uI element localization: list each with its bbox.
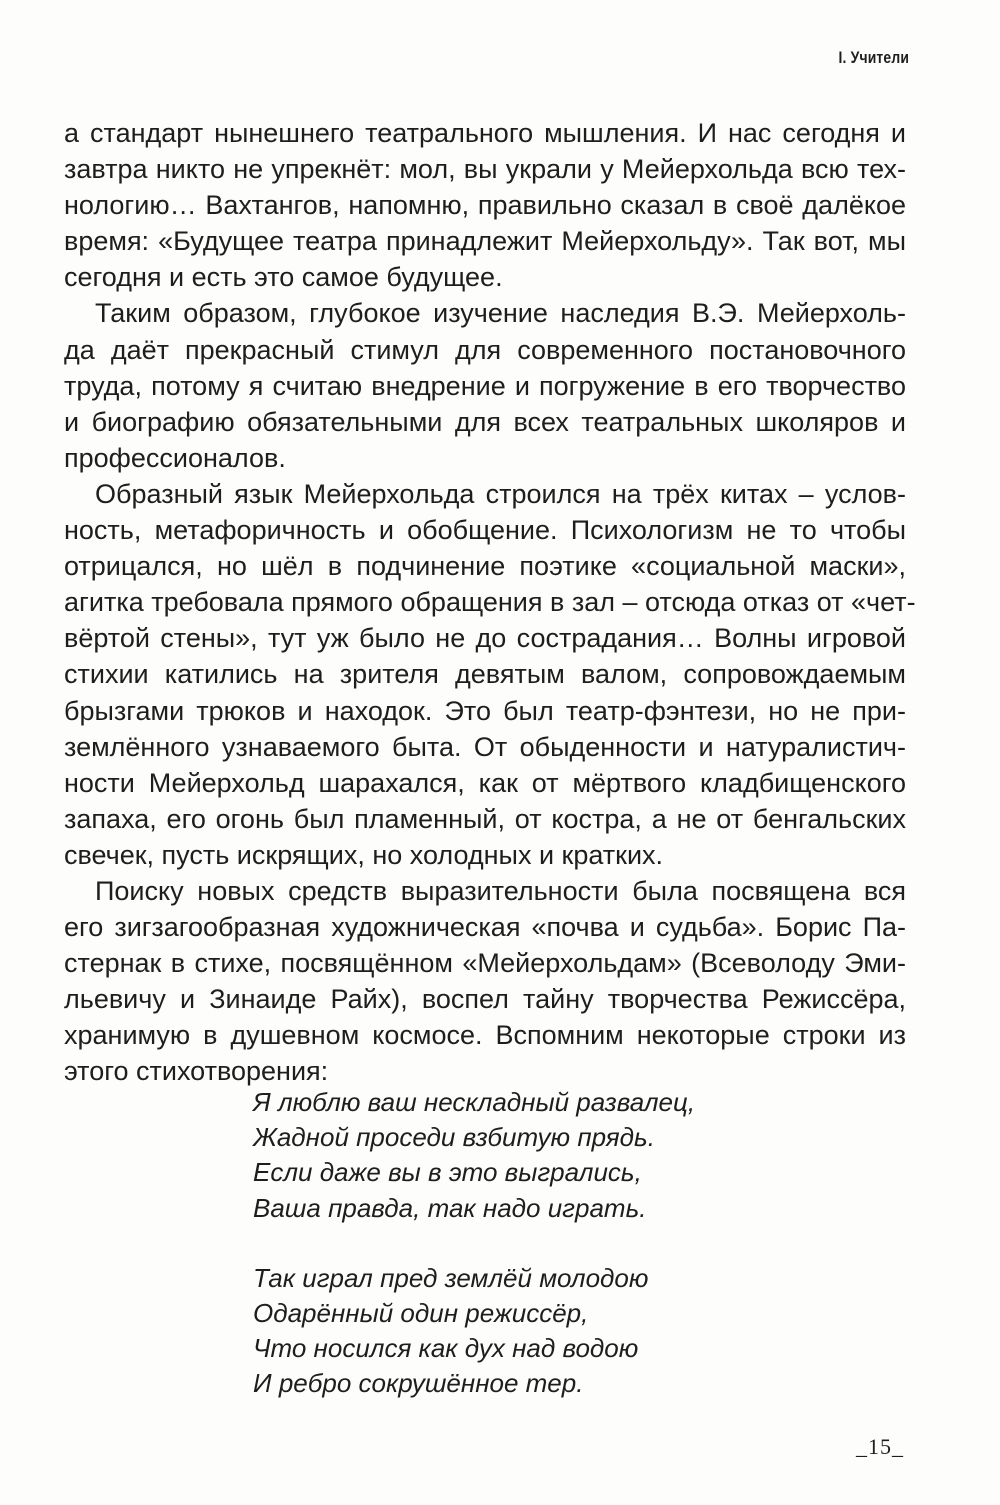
text-line: ность, метафоричность и обобщение. Психологизм не то чтобы: [64, 515, 906, 546]
text-line: вёртой стены», тут уж было не до сострадания… Волны игровой: [64, 623, 906, 654]
poem-line: Так играл пред землёй молодою: [253, 1262, 649, 1293]
text-line: профессионалов.: [64, 442, 286, 473]
text-line: да даёт прекрасный стимул для современного постановочного: [64, 334, 906, 365]
text-line: труда, потому я считаю внедрение и погружение в его творчество: [64, 370, 906, 401]
text-line: нологию… Вахтангов, напомню, правильно сказал в своё далёкое: [64, 190, 906, 221]
text-line: стернак в стихе, посвящённом «Мейерхольдам» (Всеволоду Эми-: [64, 948, 906, 979]
text-line: хранимую в душевном космосе. Вспомним некоторые строки из: [64, 1020, 906, 1051]
text-line: время: «Будущее театра принадлежит Мейерхольду». Так вот, мы: [64, 226, 906, 257]
text-line: а стандарт нынешнего театрального мышления. И нас сегодня и: [64, 118, 906, 148]
text-line: завтра никто не упрекнёт: мол, вы украли у Мейерхольда всю тех-: [64, 154, 906, 185]
running-header: I. Учители: [838, 48, 909, 67]
poem-stanza: [253, 1261, 695, 1402]
text-line: этого стихотворения:: [64, 1056, 329, 1087]
poem-stanza: [253, 1085, 695, 1226]
text-line: Образный язык Мейерхольда строился на трёх китах – услов-: [95, 478, 906, 509]
paragraph: [64, 476, 916, 873]
poem-line: Одарённый один режиссёр,: [253, 1298, 589, 1329]
text-line: агитка требовала прямого обращения в зал – отсюда отказ от «чет-: [64, 587, 916, 618]
text-line: льевичу и Зинаиде Райх), воспел тайну творчества Режиссёра,: [64, 984, 906, 1015]
text-line: ности Мейерхольд шарахался, как от мёртвого кладбищенского: [64, 767, 906, 798]
poem-line: Жадной проседи взбитую прядь.: [253, 1122, 655, 1153]
text-line: Поиску новых средств выразительности была посвящена вся: [95, 875, 906, 906]
text-line: и биографию обязательными для всех театральных школяров и: [64, 406, 906, 437]
poem-quote: [253, 1085, 695, 1402]
poem-line: Ваша правда, так надо играть.: [253, 1192, 647, 1223]
text-line: Таким образом, глубокое изучение наследия В.Э. Мейерхоль-: [95, 298, 906, 329]
paragraph: [64, 295, 906, 475]
paragraph: [64, 115, 906, 295]
page-number: _ 15 _: [856, 1434, 904, 1460]
paragraph: [64, 873, 906, 1090]
poem-line: Что носился как дух над водою: [253, 1333, 639, 1364]
poem-line: Если даже вы в это выгрались,: [253, 1157, 642, 1188]
poem-line: И ребро сокрушённое тер.: [253, 1368, 584, 1399]
text-line: запаха, его огонь был пламенный, от костра, а не от бенгальских: [64, 803, 906, 834]
poem-line: Я люблю ваш нескладный развалец,: [253, 1087, 696, 1117]
body-text: [64, 115, 916, 1090]
text-line: его зигзагообразная художническая «почва и судьба». Борис Па-: [64, 912, 906, 943]
text-line: сегодня и есть это самое будущее.: [64, 262, 503, 293]
text-line: землённого узнаваемого быта. От обыденности и натуралистич-: [64, 731, 906, 762]
text-line: стихии катились на зрителя девятым валом, сопровождаемым: [64, 659, 906, 690]
text-line: свечек, пусть искрящих, но холодных и кратких.: [64, 839, 664, 870]
text-line: отрицался, но шёл в подчинение поэтике «социальной маски»,: [64, 551, 906, 582]
text-line: брызгами трюков и находок. Это был театр-фэнтези, но не при-: [64, 695, 906, 726]
